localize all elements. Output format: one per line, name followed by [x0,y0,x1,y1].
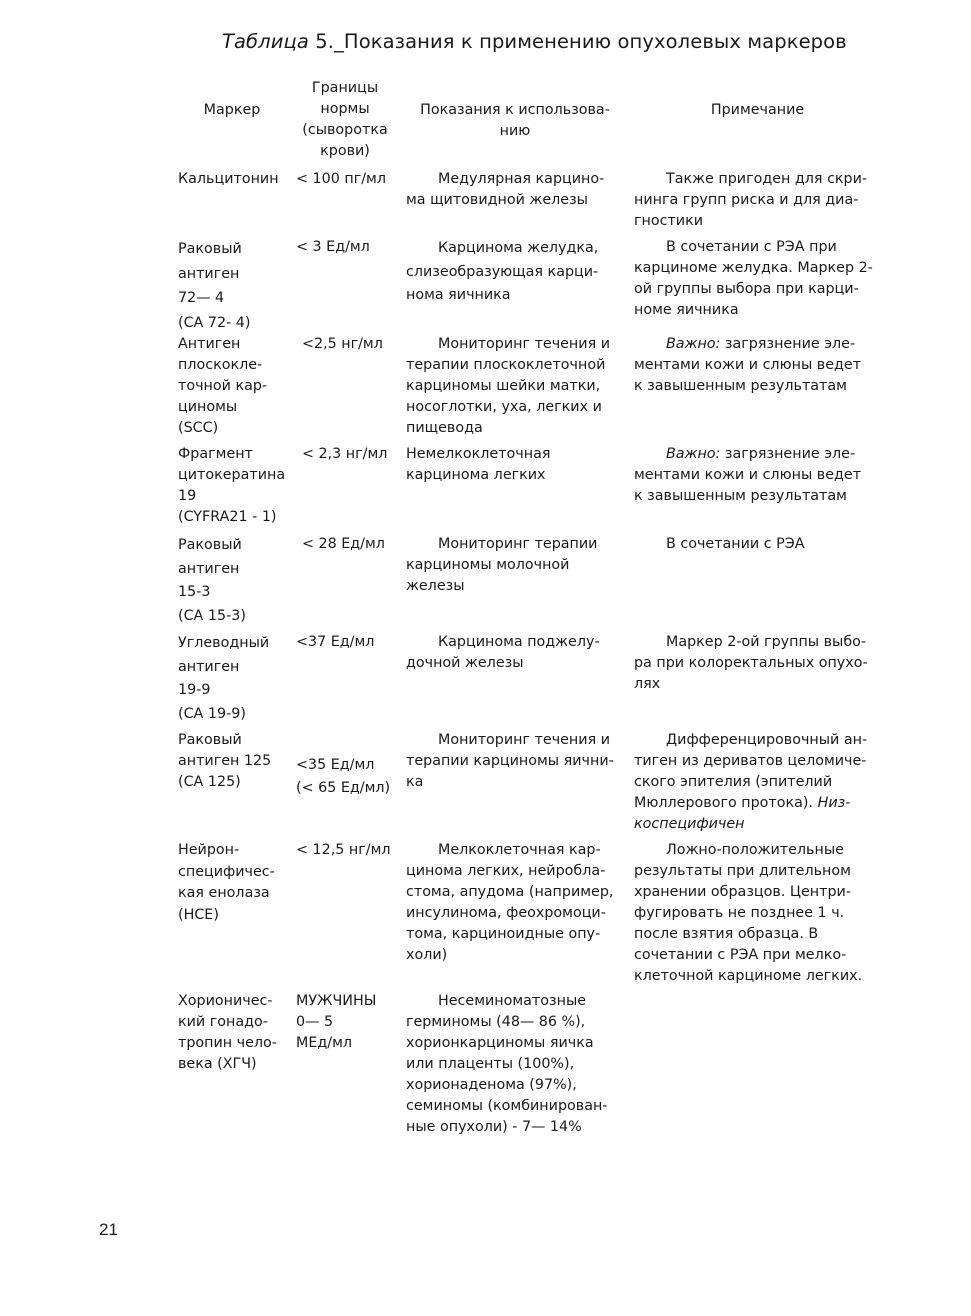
row-7-note: Ложно-положительные результаты при длительном хранении образцов. Центри- фугировать не позднее 1 ч. после взятия образца. В сочетании с РЭА при мелко- клеточной карциноме легких. [634,842,863,984]
row-8-marker: Хорионичес- кий гонадо- тропин чело- века (ХГЧ) [178,993,277,1072]
row-0-note: Также пригоден для скри- нинга групп риска и для диа- гностики [634,171,868,229]
row-6-norm: <35 Ед/мл (< 65 Ед/мл) [296,757,391,796]
row-3-note [634,444,882,507]
row-4-marker: Раковый антиген 15-3 (СА 15-3) [178,537,246,624]
row-0-marker: Кальцитонин [178,171,279,187]
table-title [222,30,847,53]
row-5-norm: <37 Ед/мл [296,634,375,650]
row-2-note-emphasis: Важно: [666,336,721,352]
row-3-indications: Немелкоклеточная карцинома легких [406,446,551,483]
row-1-indications: Карцинома желудка, слизеобразующая карци- нома яичника [406,240,599,303]
row-3-marker: Фрагмент цитокератина 19 (CYFRA21 - 1) [178,446,286,525]
row-2-note-text: загрязнение эле- ментами кожи и слюны ведет к завышенным результатам [634,336,862,394]
row-5-indications: Карцинома поджелу- дочной железы [406,634,600,671]
row-8-indications: Несеминоматозные герминомы (48— 86 %), хорионкарциномы яичка или плаценты (100%), хорионаденома (97%), семиномы (комбинирован- ные опухоли) - 7— 14% [406,993,608,1135]
row-3-note-emphasis: Важно: [666,446,721,462]
page-number: 21 [99,1220,118,1239]
table-title-text: _Показания к применению опухолевых маркеров [334,30,847,53]
row-1-note: В сочетании с РЭА при карциноме желудка. Маркер 2- ой группы выбора при карци- номе яичника [634,239,873,318]
row-6-marker: Раковый антиген 125 (СА 125) [178,732,272,790]
row-2-marker: Антиген плоскокле- точной кар- циномы (SCC) [178,336,268,436]
row-0-indications: Медулярная карцино- ма щитовидной железы [406,171,605,208]
row-6-note-emphasis: Низ- коспецифичен [634,795,851,832]
row-5-note: Маркер 2-ой группы выбо- ра при колоректальных опухо- лях [634,634,868,692]
row-4-indications: Мониторинг терапии карциномы молочной железы [406,536,598,594]
row-3-note-text: загрязнение эле- ментами кожи и слюны ведет к завышенным результатам [634,446,862,504]
row-1-marker: Раковый антиген 72— 4 (СА 72- 4) [178,241,251,331]
row-5-marker: Углеводный антиген 19-9 (СА 19-9) [178,635,270,722]
row-7-marker: Нейрон- специфичес- кая енолаза (НСЕ) [178,842,275,923]
row-8-norm: МУЖЧИНЫ 0— 5 МЕд/мл [296,993,377,1051]
header-indications: Показания к использова- нию [420,102,610,139]
row-4-note: В сочетании с РЭА [666,536,805,552]
row-1-norm: < 3 Ед/мл [296,239,370,255]
row-3-norm: < 2,3 нг/мл [302,446,388,462]
row-6-note [634,730,882,835]
header-note: Примечание [710,102,805,118]
row-7-norm: < 12,5 нг/мл [296,842,391,858]
row-7-indications: Мелкоклеточная кар- цинома легких, нейробла- стома, апудома (например, инсулинома, феохромоци- тома, карциноидные опу- холи) [406,842,614,963]
table-caption: Таблица [222,30,309,53]
header-marker: Маркер [203,102,261,118]
row-2-note [634,334,882,397]
row-4-norm: < 28 Ед/мл [302,536,385,552]
row-2-norm: <2,5 нг/мл [302,336,383,352]
row-0-norm: < 100 пг/мл [296,171,386,187]
row-6-indications: Мониторинг течения и терапии карциномы яични- ка [406,732,614,790]
header-norm: Границы нормы (сыворотка крови) [302,80,388,159]
row-6-note-text: Дифференцировочный ан- тиген из дериватов целомиче- ского эпителия (эпителий Мюллерового протока). [634,732,868,811]
table-number: 5. [315,30,335,53]
row-2-indications: Мониторинг течения и терапии плоскоклеточной карциномы шейки матки, носоглотки, уха, легких и пищевода [406,336,611,436]
